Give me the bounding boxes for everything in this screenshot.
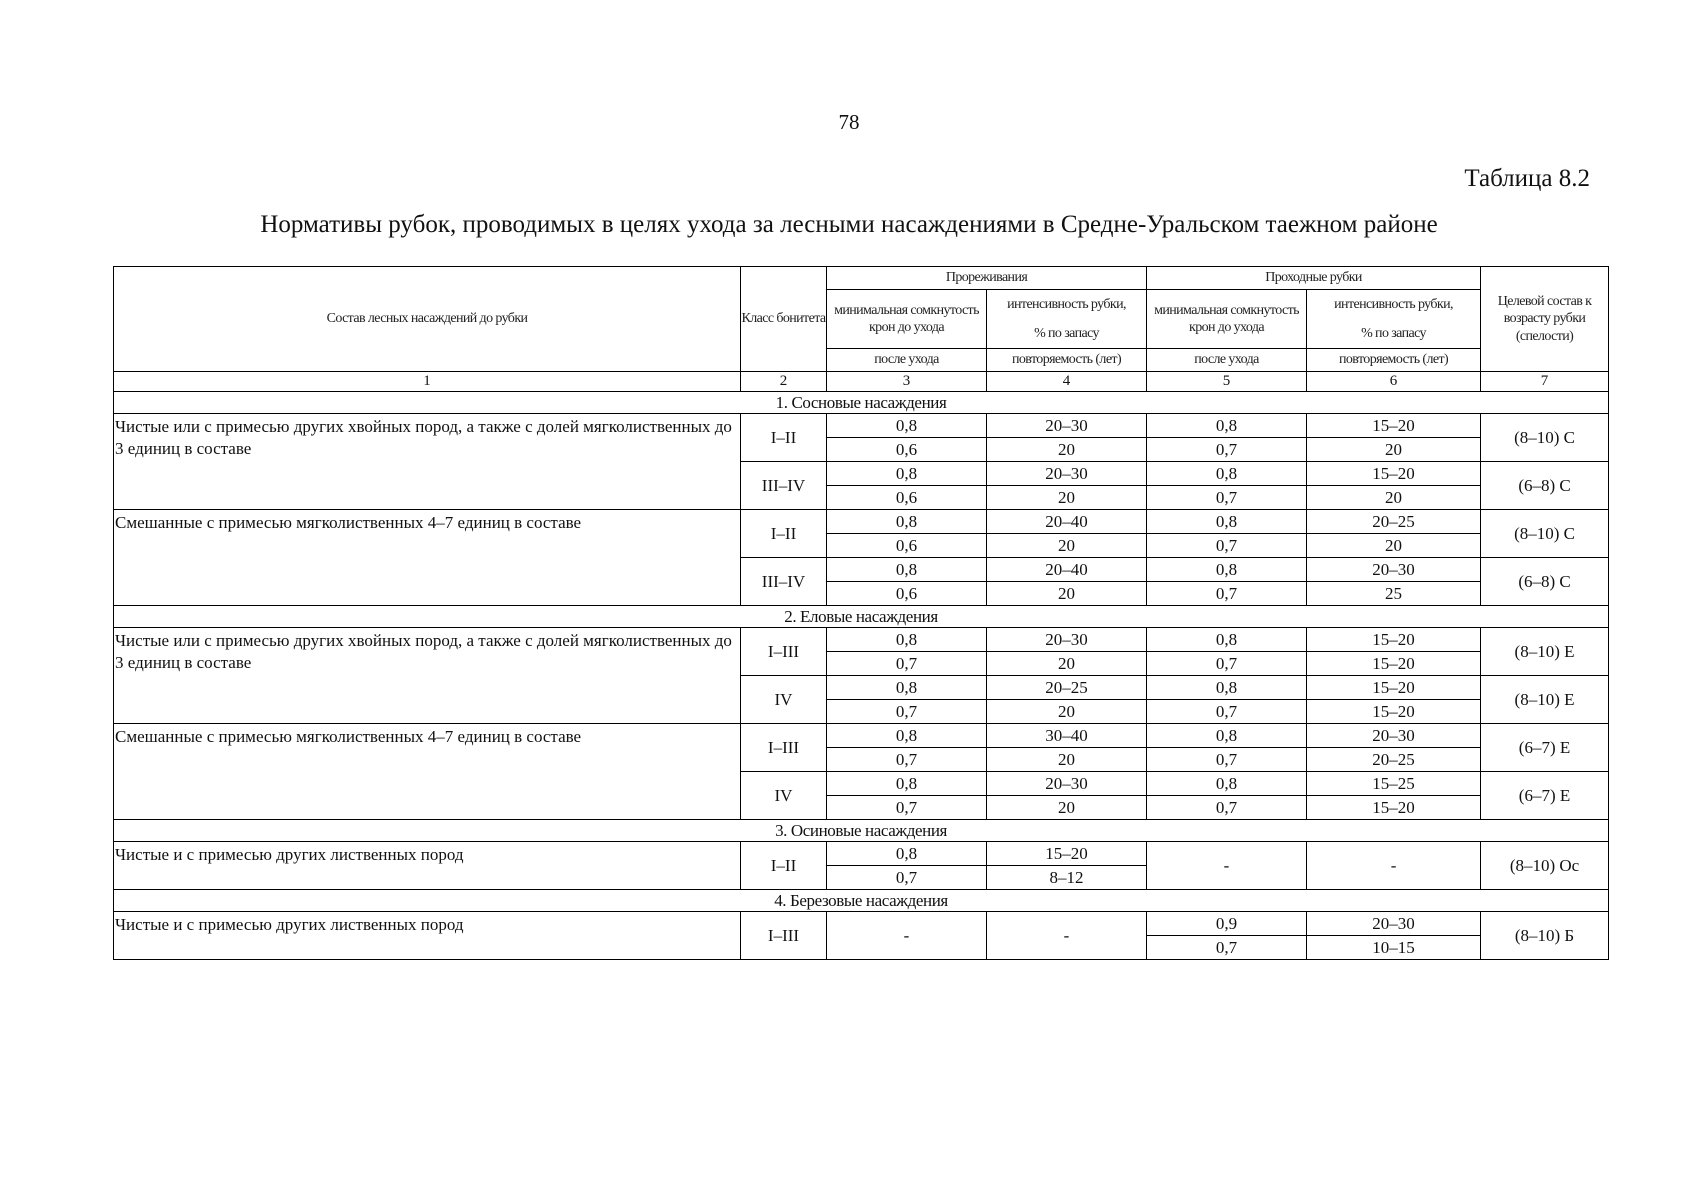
value-cell: 20–40 [987, 558, 1147, 582]
value-cell: 0,7 [827, 866, 987, 890]
value-cell: 20–40 [987, 510, 1147, 534]
value-cell: 15–20 [1307, 628, 1481, 652]
value-cell: 20–30 [987, 628, 1147, 652]
column-number: 5 [1147, 372, 1307, 392]
site-class: III–IV [741, 558, 827, 606]
target-composition: (8–10) Е [1481, 628, 1609, 676]
stand-composition: Смешанные с примесью мягколиственных 4–7 единиц в составе [114, 724, 741, 820]
column-number: 7 [1481, 372, 1609, 392]
value-cell: 0,7 [1147, 652, 1307, 676]
value-cell: 0,7 [827, 796, 987, 820]
header-thinning-min-density: минимальная сомкнутость крон до ухода [827, 290, 987, 349]
value-cell: 20 [987, 582, 1147, 606]
value-cell: 0,9 [1147, 912, 1307, 936]
value-cell: 20 [987, 438, 1147, 462]
column-number-row [114, 372, 1609, 392]
value-cell: 15–20 [1307, 676, 1481, 700]
value-cell: 15–20 [987, 842, 1147, 866]
value-cell: 8–12 [987, 866, 1147, 890]
header-passage-intensity [1307, 290, 1481, 349]
site-class: I–III [741, 628, 827, 676]
value-cell: 0,8 [1147, 724, 1307, 748]
site-class: I–II [741, 510, 827, 558]
stand-composition: Чистые и с примесью других лиственных пород [114, 842, 741, 890]
value-cell: 0,6 [827, 438, 987, 462]
value-cell: 0,8 [1147, 414, 1307, 438]
value-cell: 20–25 [1307, 510, 1481, 534]
target-composition: (6–8) С [1481, 462, 1609, 510]
value-cell: 15–20 [1307, 462, 1481, 486]
target-composition: (8–10) С [1481, 414, 1609, 462]
value-cell: 0,7 [1147, 700, 1307, 724]
value-cell: 20–30 [1307, 724, 1481, 748]
header-target-composition: Целевой состав к возрасту рубки (спелости) [1481, 267, 1609, 372]
value-cell: 0,7 [1147, 582, 1307, 606]
target-composition: (8–10) Е [1481, 676, 1609, 724]
table-row [114, 414, 1609, 438]
table-caption: Таблица 8.2 [1464, 165, 1590, 192]
site-class: IV [741, 772, 827, 820]
header-thinning-intensity [987, 290, 1147, 349]
site-class: I–III [741, 724, 827, 772]
header-passage-min-density: минимальная сомкнутость крон до ухода [1147, 290, 1307, 349]
value-cell: 0,6 [827, 582, 987, 606]
header-passage-after-care: после ухода [1147, 349, 1307, 372]
value-cell: 20–30 [1307, 558, 1481, 582]
stand-composition: Чистые или с примесью других хвойных пород, а также с долей мягколиственных до 3 единиц в составе [114, 414, 741, 510]
column-number: 6 [1307, 372, 1481, 392]
value-cell: 20 [1307, 438, 1481, 462]
header-thinning-repeat: повторяемость (лет) [987, 349, 1147, 372]
value-cell: 20–30 [987, 772, 1147, 796]
value-cell: 0,7 [827, 652, 987, 676]
value-cell: 0,8 [1147, 510, 1307, 534]
value-cell: 15–20 [1307, 796, 1481, 820]
value-cell: 0,7 [1147, 438, 1307, 462]
value-cell: 0,6 [827, 534, 987, 558]
value-cell: 20 [1307, 486, 1481, 510]
value-cell: 0,7 [827, 700, 987, 724]
value-cell: 0,7 [1147, 486, 1307, 510]
header-composition: Состав лесных насаждений до рубки [114, 267, 741, 372]
value-cell: 20 [987, 652, 1147, 676]
header-percent-label: % по запасу [1361, 326, 1426, 341]
header-intensity-label: интенсивность рубки, [1007, 296, 1126, 312]
value-cell: 0,8 [827, 462, 987, 486]
table-row [114, 912, 1609, 936]
value-cell: - [987, 912, 1147, 960]
value-cell: 20–25 [1307, 748, 1481, 772]
value-cell: 0,8 [827, 676, 987, 700]
value-cell: 30–40 [987, 724, 1147, 748]
table-row [114, 724, 1609, 748]
page-number: 78 [838, 110, 860, 134]
section-title: 1. Сосновые насаждения [114, 392, 1609, 414]
table-row [114, 628, 1609, 652]
value-cell: 20 [987, 700, 1147, 724]
value-cell: 0,8 [1147, 772, 1307, 796]
value-cell: 20 [987, 534, 1147, 558]
value-cell: 0,6 [827, 486, 987, 510]
stand-composition: Смешанные с примесью мягколиственных 4–7 единиц в составе [114, 510, 741, 606]
section-title: 3. Осиновые насаждения [114, 820, 1609, 842]
value-cell: 15–25 [1307, 772, 1481, 796]
section-row [114, 820, 1609, 842]
table-row [114, 510, 1609, 534]
value-cell: - [1147, 842, 1307, 890]
value-cell: 20–25 [987, 676, 1147, 700]
value-cell: - [1307, 842, 1481, 890]
value-cell: 0,7 [1147, 534, 1307, 558]
value-cell: 0,8 [827, 724, 987, 748]
value-cell: 10–15 [1307, 936, 1481, 960]
stand-composition: Чистые и с примесью других лиственных пород [114, 912, 741, 960]
header-intensity-label: интенсивность рубки, [1334, 296, 1453, 312]
table-header [114, 267, 1609, 372]
value-cell: 0,8 [1147, 676, 1307, 700]
column-number: 4 [987, 372, 1147, 392]
value-cell: 0,7 [1147, 748, 1307, 772]
target-composition: (6–7) Е [1481, 772, 1609, 820]
value-cell: - [827, 912, 987, 960]
value-cell: 0,8 [1147, 558, 1307, 582]
value-cell: 0,8 [1147, 628, 1307, 652]
section-row [114, 606, 1609, 628]
stand-composition: Чистые или с примесью других хвойных пород, а также с долей мягколиственных до 3 единиц в составе [114, 628, 741, 724]
value-cell: 20 [987, 748, 1147, 772]
target-composition: (6–7) Е [1481, 724, 1609, 772]
value-cell: 20 [987, 486, 1147, 510]
value-cell: 0,7 [1147, 796, 1307, 820]
norms-table [113, 266, 1609, 960]
header-percent-label: % по запасу [1034, 326, 1099, 341]
value-cell: 20–30 [1307, 912, 1481, 936]
section-row [114, 890, 1609, 912]
value-cell: 20 [1307, 534, 1481, 558]
value-cell: 0,8 [827, 628, 987, 652]
value-cell: 20–30 [987, 414, 1147, 438]
target-composition: (8–10) С [1481, 510, 1609, 558]
site-class: I–II [741, 414, 827, 462]
value-cell: 15–20 [1307, 652, 1481, 676]
header-passage-repeat: повторяемость (лет) [1307, 349, 1481, 372]
section-title: 4. Березовые насаждения [114, 890, 1609, 912]
section-title: 2. Еловые насаждения [114, 606, 1609, 628]
table-title: Нормативы рубок, проводимых в целях ухода за лесными насаждениями в Средне-Уральском таежном районе [260, 211, 1438, 238]
value-cell: 0,8 [827, 414, 987, 438]
value-cell: 25 [1307, 582, 1481, 606]
target-composition: (8–10) Ос [1481, 842, 1609, 890]
site-class: I–III [741, 912, 827, 960]
value-cell: 0,8 [1147, 462, 1307, 486]
value-cell: 0,8 [827, 510, 987, 534]
header-site-class: Класс бонитета [741, 267, 827, 372]
target-composition: (6–8) С [1481, 558, 1609, 606]
value-cell: 0,8 [827, 842, 987, 866]
value-cell: 15–20 [1307, 414, 1481, 438]
value-cell: 20 [987, 796, 1147, 820]
value-cell: 15–20 [1307, 700, 1481, 724]
header-passage: Проходные рубки [1147, 267, 1481, 290]
target-composition: (8–10) Б [1481, 912, 1609, 960]
value-cell: 0,8 [827, 558, 987, 582]
header-thinning: Прореживания [827, 267, 1147, 290]
header-thinning-after-care: после ухода [827, 349, 987, 372]
column-number: 3 [827, 372, 987, 392]
column-number: 2 [741, 372, 827, 392]
value-cell: 0,8 [827, 772, 987, 796]
site-class: III–IV [741, 462, 827, 510]
value-cell: 0,7 [827, 748, 987, 772]
section-row [114, 392, 1609, 414]
site-class: IV [741, 676, 827, 724]
value-cell: 20–30 [987, 462, 1147, 486]
site-class: I–II [741, 842, 827, 890]
table-row [114, 842, 1609, 866]
column-number: 1 [114, 372, 741, 392]
table-body [114, 372, 1609, 960]
value-cell: 0,7 [1147, 936, 1307, 960]
